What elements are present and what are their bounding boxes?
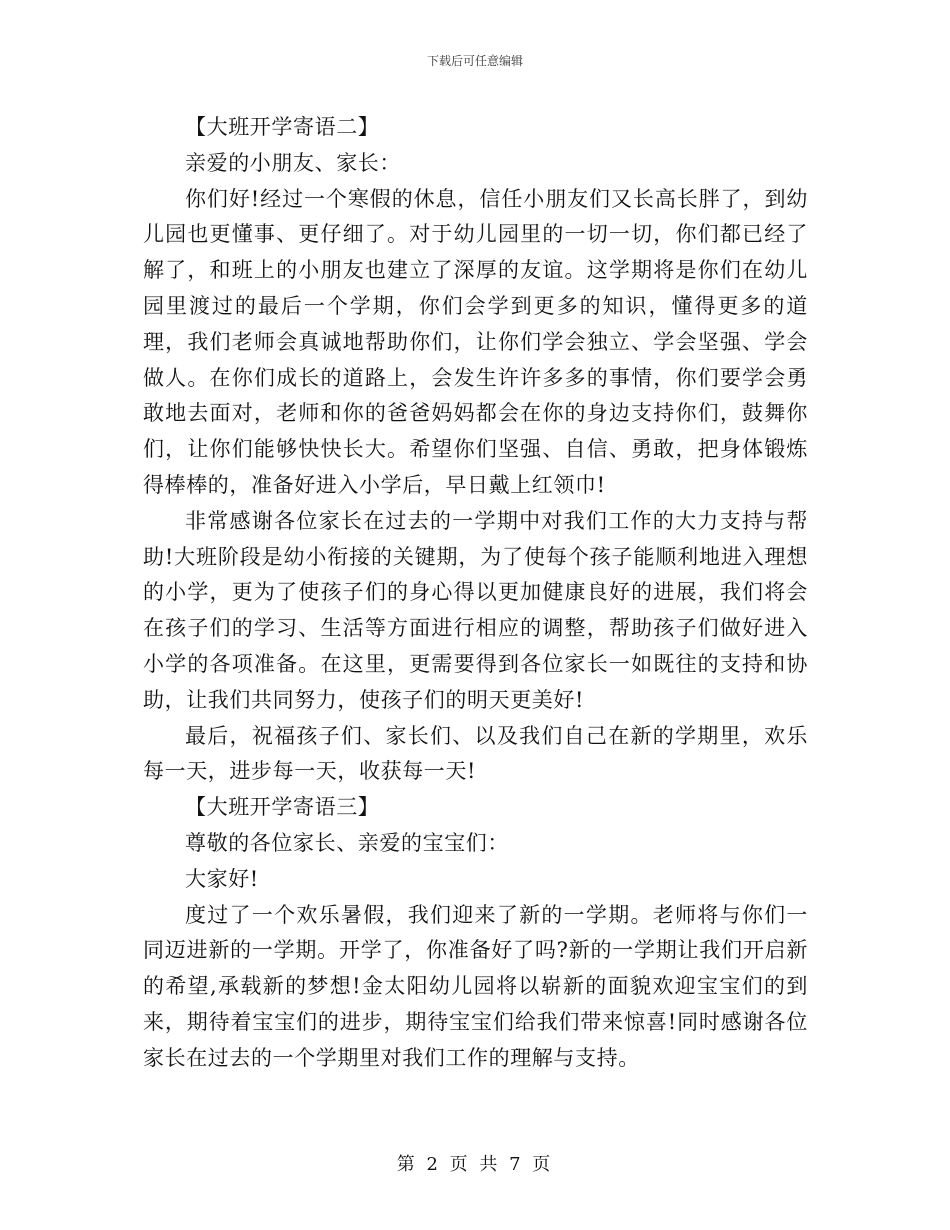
page-header: 下载后可任意编辑 <box>426 54 523 68</box>
body-paragraph: 你们好!经过一个寒假的休息，信任小朋友们又长高长胖了，到幼儿园也更懂事、更仔细了。对于幼儿园里的一切一切，你们都已经了解了，和班上的小朋友也建立了深厚的友谊。这学期将是你们在幼儿园里渡过的最后一个学期，你们会学到更多的知识，懂得更多的道理，我们老师会真诚地帮助你们，让你们学会独立、学会坚强、学会做人。在你们成长的道路上，会发生许许多多的事情，你们要学会勇敢地去面对，老师和你的爸爸妈妈都会在你的身边支持你们，鼓舞你们，让你们能够快快长大。希望你们坚强、自信、勇敢，把身体锻炼得棒棒的，准备好进入小学后，早日戴上红领巾! <box>143 186 808 497</box>
section-heading: 【大班开学寄语二】 <box>185 115 380 139</box>
body-paragraph: 非常感谢各位家长在过去的一学期中对我们工作的大力支持与帮助!大班阶段是幼小衔接的关键期，为了使每个孩子能顺利地进入理想的小学，更为了使孩子们的身心得以更加健康良好的进展，我们将会在孩子们的学习、生活等方面进行相应的调整，帮助孩子们做好进入小学的各项准备。在这里，更需要得到各位家长一如既往的支持和协助，让我们共同努力，使孩子们的明天更美好! <box>143 508 808 712</box>
section-heading: 【大班开学寄语三】 <box>185 795 380 820</box>
greeting: 大家好! <box>185 866 259 891</box>
page-number: 第 2 页 共 7 页 <box>396 1154 554 1175</box>
body-paragraph: 度过了一个欢乐暑假，我们迎来了新的一学期。老师将与你们一同迈进新的一学期。开学了，你准备好了吗?新的一学期让我们开启新的希望,承载新的梦想!金太阳幼儿园将以崭新的面貌欢迎宝宝们的到来，期待着宝宝们的进步，期待宝宝们给我们带来惊喜!同时感谢各位家长在过去的一个学期里对我们工作的理解与支持。 <box>143 902 808 1070</box>
body-paragraph: 最后，祝福孩子们、家长们、以及我们自己在新的学期里，欢乐每一天，进步每一天，收获每一天! <box>143 723 808 784</box>
salutation: 亲爱的小朋友、家长： <box>185 150 401 175</box>
document-body <box>143 110 808 1077</box>
salutation: 尊敬的各位家长、亲爱的宝宝们： <box>185 830 509 855</box>
